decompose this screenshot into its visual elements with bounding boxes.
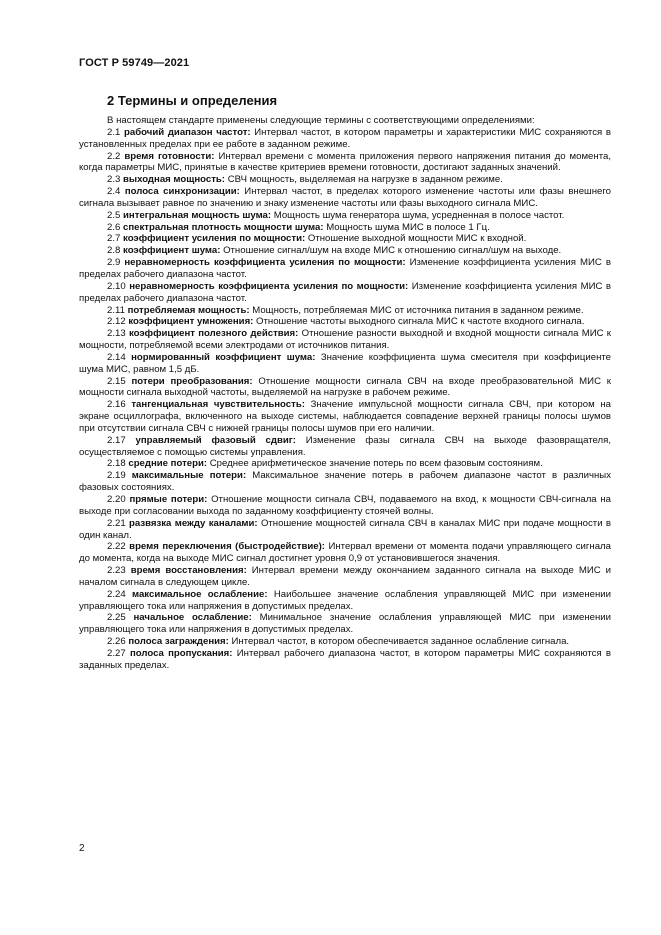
term-name: спектральная плотность мощности шума: bbox=[123, 221, 324, 233]
document-code-header: ГОСТ Р 59749—2021 bbox=[79, 57, 190, 69]
term-name: максимальное ослабление: bbox=[132, 588, 268, 600]
section-title: 2 Термины и определения bbox=[107, 93, 278, 108]
term-definition: Минимальное значение ослабления управляющей МИС при изменении управляющего тока или напряжения в допустимых пределах. bbox=[79, 612, 611, 636]
term-entry bbox=[79, 612, 611, 636]
term-name: неравномерность коэффициента усиления по мощности: bbox=[124, 257, 406, 269]
term-number: 2.24 bbox=[107, 588, 126, 600]
term-number: 2.14 bbox=[107, 351, 126, 363]
term-definition: Изменение коэффициента усиления МИС в пределах рабочего диапазона частот. bbox=[79, 280, 611, 304]
terms-list bbox=[79, 127, 611, 672]
term-definition: Отношение мощности сигнала СВЧ, подаваемого на вход, к мощности СВЧ-сигнала на выходе при согласовании выхода по заданному коэффициенту стоячей волны. bbox=[79, 494, 612, 517]
term-definition: Изменение коэффициента усиления МИС в пределах рабочего диапазона частот. bbox=[79, 257, 611, 280]
term-entry bbox=[79, 399, 611, 435]
term-number: 2.4 bbox=[107, 186, 121, 198]
term-name: потери преобразования: bbox=[131, 375, 253, 387]
term-number: 2.2 bbox=[107, 150, 121, 162]
term-number: 2.18 bbox=[107, 458, 126, 470]
term-definition: Отношение сигнал/шум на входе МИС к отношению сигнал/шум на выходе. bbox=[223, 245, 562, 257]
term-entry bbox=[79, 257, 611, 281]
term-definition: Интервал частот, в котором обеспечивается заданное ослабление сигнала. bbox=[231, 636, 570, 648]
term-definition: Мощность шума генератора шума, усредненная в полосе частот. bbox=[273, 209, 565, 221]
term-name: потребляемая мощность: bbox=[127, 304, 250, 316]
term-number: 2.17 bbox=[107, 434, 126, 446]
term-name: неравномерность коэффициента усиления по мощности: bbox=[129, 280, 409, 292]
term-number: 2.23 bbox=[107, 565, 126, 577]
term-entry bbox=[79, 648, 611, 672]
term-number: 2.10 bbox=[107, 280, 126, 292]
term-name: коэффициент шума: bbox=[123, 245, 221, 257]
term-entry bbox=[79, 222, 611, 234]
term-definition: СВЧ мощность, выделяемая на нагрузке в заданном режиме. bbox=[227, 174, 503, 186]
term-entry bbox=[79, 174, 611, 186]
term-number: 2.11 bbox=[107, 304, 125, 316]
term-entry bbox=[79, 186, 611, 210]
term-number: 2.19 bbox=[107, 470, 126, 482]
term-number: 2.6 bbox=[107, 221, 121, 233]
term-name: интегральная мощность шума: bbox=[123, 209, 272, 221]
term-entry bbox=[79, 352, 611, 376]
term-entry bbox=[79, 210, 611, 222]
term-name: полоса заграждения: bbox=[128, 636, 229, 648]
term-entry bbox=[79, 151, 611, 175]
term-number: 2.7 bbox=[107, 233, 121, 245]
term-name: коэффициент умножения: bbox=[128, 316, 254, 328]
term-name: управляемый фазовый сдвиг: bbox=[135, 434, 296, 446]
term-number: 2.27 bbox=[107, 647, 126, 659]
term-definition: Интервал частот, в пределах которого изменение частоты или фазы внешнего сигнала вызывает равное по значению и знаку изменение частоты или фазы выходного сигнала МИС. bbox=[79, 186, 612, 209]
term-name: начальное ослабление: bbox=[133, 612, 252, 624]
term-entry bbox=[79, 494, 611, 518]
term-number: 2.5 bbox=[107, 209, 121, 221]
term-name: прямые потери: bbox=[129, 494, 208, 505]
term-definition: Интервал времени с момента приложения первого напряжения питания до момента, когда параметры МИС, принятые в качестве критериев времени готовности, достигают заданных значений. bbox=[79, 150, 611, 174]
term-definition: Интервал рабочего диапазона частот, в котором параметры МИС сохраняются в заданных пределах. bbox=[79, 647, 612, 671]
term-definition: Интервал времени между окончанием заданного сигнала на выходе МИС и началом сигнала в следующем цикле. bbox=[79, 565, 611, 588]
term-definition: Максимальное значение потерь в рабочем диапазоне частот в различных фазовых состояниях. bbox=[79, 470, 612, 494]
term-number: 2.20 bbox=[107, 494, 126, 505]
term-definition: Отношение разности выходной и входной мощности сигнала МИС к мощности, потребляемой всеми электродами от источников питания. bbox=[79, 328, 611, 352]
term-entry bbox=[79, 328, 611, 352]
term-definition: Мощность, потребляемая МИС от источника питания в заданном режиме. bbox=[252, 304, 584, 316]
term-number: 2.26 bbox=[107, 636, 126, 648]
term-number: 2.12 bbox=[107, 316, 126, 328]
term-entry bbox=[79, 245, 611, 257]
term-name: максимальные потери: bbox=[131, 470, 247, 482]
term-definition: Значение импульсной мощности сигнала СВЧ, при котором на экране осциллографа, включенного на выходе системы, наблюдается совпадение верхней границы полосы шумов при отсутствии сигнала СВЧ с нижней границы полосы шумов при его наличии. bbox=[79, 399, 611, 434]
term-entry bbox=[79, 470, 611, 494]
term-entry bbox=[79, 316, 611, 328]
term-definition: Отношение мощности сигнала СВЧ на входе преобразовательной МИС к мощности сигнала выходной частоты, выделяемой на нагрузке в рабочем режиме. bbox=[79, 375, 611, 399]
term-name: нормированный коэффициент шума: bbox=[131, 351, 316, 363]
term-name: выходная мощность: bbox=[123, 174, 226, 186]
term-name: время переключения (быстродействие): bbox=[129, 541, 325, 553]
term-definition: Значение коэффициента шума смесителя при коэффициенте шума МИС, равном 1,5 дБ. bbox=[79, 351, 611, 375]
term-name: полоса пропускания: bbox=[129, 647, 233, 659]
intro-paragraph: В настоящем стандарте применены следующие термины с соответствующими определениями: bbox=[107, 115, 535, 126]
term-name: время готовности: bbox=[124, 150, 215, 162]
term-name: коэффициент полезного действия: bbox=[128, 328, 299, 340]
term-definition: Интервал времени от момента подачи управляющего сигнала до момента, когда на выходе МИС сигнал достигнет уровня 0,9 от установившегося значения. bbox=[79, 541, 611, 565]
term-number: 2.1 bbox=[107, 126, 121, 138]
term-definition: Среднее арифметическое значение потерь по всем фазовым состояниям. bbox=[209, 458, 543, 470]
term-entry bbox=[79, 233, 611, 245]
term-definition: Отношение мощностей сигнала СВЧ в каналах МИС при подаче мощности в один канал. bbox=[79, 517, 611, 541]
term-number: 2.22 bbox=[107, 541, 126, 553]
term-entry bbox=[79, 127, 611, 151]
term-name: рабочий диапазон частот: bbox=[124, 126, 251, 138]
term-entry bbox=[79, 565, 611, 589]
term-entry bbox=[79, 541, 611, 565]
term-number: 2.15 bbox=[107, 375, 126, 387]
page-number: 2 bbox=[79, 843, 85, 854]
term-entry bbox=[79, 281, 611, 305]
term-definition: Отношение выходной мощности МИС к входной. bbox=[307, 233, 527, 245]
term-name: развязка между каналами: bbox=[129, 517, 258, 529]
term-number: 2.25 bbox=[107, 612, 126, 624]
term-definition: Изменение фазы сигнала СВЧ на выходе фазовращателя, осуществляемое с помощью системы управления. bbox=[79, 434, 612, 458]
term-entry bbox=[79, 458, 611, 470]
term-number: 2.8 bbox=[107, 245, 121, 257]
term-entry bbox=[79, 636, 611, 648]
term-definition: Отношение частоты выходного сигнала МИС к частоте входного сигнала. bbox=[256, 316, 585, 328]
terms-content bbox=[79, 115, 611, 672]
term-number: 2.16 bbox=[107, 399, 126, 411]
term-entry bbox=[79, 589, 611, 613]
term-entry bbox=[79, 305, 611, 317]
term-number: 2.21 bbox=[107, 517, 126, 529]
term-name: время восстановления: bbox=[130, 565, 247, 577]
term-entry bbox=[79, 435, 611, 459]
term-definition: Интервал частот, в котором параметры и характеристики МИС сохраняются в установленных пределах при ее работе в заданном режиме. bbox=[79, 126, 611, 150]
term-entry bbox=[79, 376, 611, 400]
term-name: средние потери: bbox=[128, 458, 208, 470]
term-entry bbox=[79, 518, 611, 542]
term-name: тангенциальная чувствительность: bbox=[131, 399, 305, 411]
term-definition: Мощность шума МИС в полосе 1 Гц. bbox=[326, 221, 490, 233]
term-number: 2.3 bbox=[107, 174, 121, 186]
term-number: 2.13 bbox=[107, 328, 126, 340]
term-name: коэффициент усиления по мощности: bbox=[123, 233, 306, 245]
term-definition: Наибольшее значение ослабления управляющей МИС при изменении управляющего тока или напряжения в допустимых пределах. bbox=[79, 588, 611, 612]
term-name: полоса синхронизации: bbox=[124, 186, 240, 198]
term-number: 2.9 bbox=[107, 257, 121, 269]
